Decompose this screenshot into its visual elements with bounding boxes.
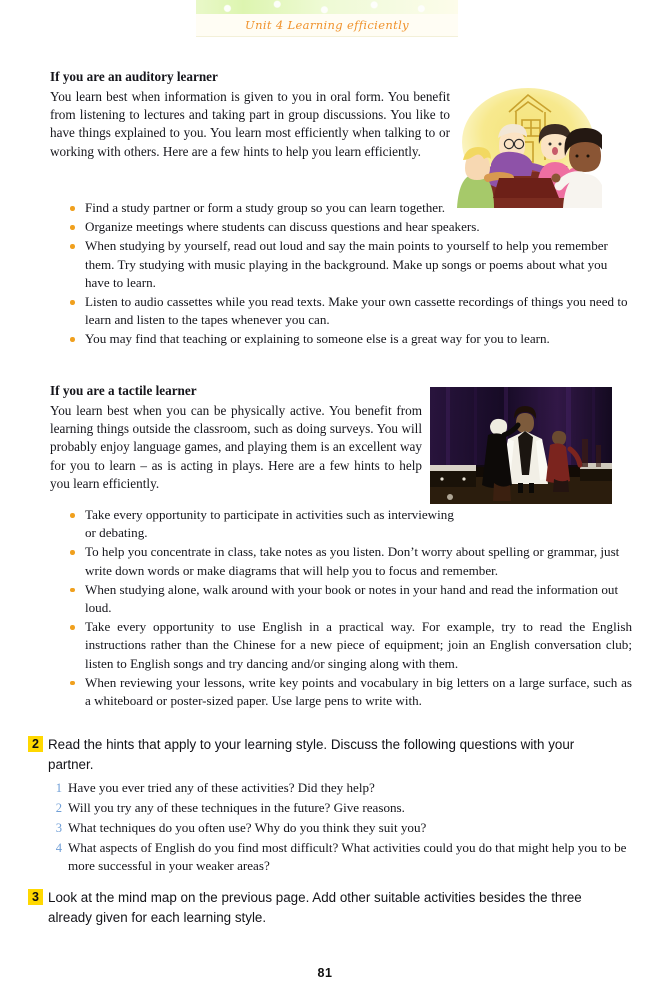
tactile-bullet-list (66, 506, 632, 711)
section-heading-auditory: If you are an auditory learner (50, 69, 218, 84)
question-number: 4 (55, 840, 62, 855)
exercise-2 (28, 735, 620, 774)
auditory-bullet-list (66, 199, 632, 350)
list-item (48, 839, 632, 876)
tactile-stage-photo (430, 379, 612, 504)
question-text: Will you try any of these techniques in the future? Give reasons. (68, 799, 405, 815)
section-heading-tactile: If you are a tactile learner (50, 383, 197, 398)
list-item: Organize meetings where students can discuss questions and hear speakers. (66, 218, 632, 236)
list-item: Take every opportunity to participate in activities such as interviewing or debating. (66, 506, 455, 542)
list-item: When reviewing your lessons, write key points and vocabulary in big letters on a large surface, such as a whiteboard or poster-sized paper. Use large pens to write with. (66, 674, 632, 710)
exercise-3-instruction: Look at the mind map on the previous page. Add other suitable activities besides the three already given for each learning style. (48, 890, 582, 925)
question-text: Have you ever tried any of these activities? Did they help? (68, 780, 375, 795)
question-number: 3 (55, 820, 62, 835)
running-header (196, 14, 458, 37)
exercise-3-number: 3 (28, 889, 43, 905)
exercise-2-question-list (48, 779, 632, 877)
list-item: Take every opportunity to use English in a practical way. For example, try to read the English instructions rather than the Chinese for a new piece of equipment; join an English conversation club; listen to English songs and try dancing and/or singing along with them. (66, 618, 632, 673)
running-header-title: Unit 4 Learning efficiently (245, 18, 409, 32)
header-decorative-band (196, 0, 458, 14)
section-intro-auditory: You learn best when information is given to you in oral form. You benefit from listening to lectures and taking part in group discussions. You like to have things explained to you. You learn most efficiently when talking to or working with others. Here are a few hints to help you learn efficiently. (50, 89, 450, 159)
list-item (48, 799, 632, 817)
exercise-2-instruction: Read the hints that apply to your learning style. Discuss the following questions with your partner. (48, 737, 575, 772)
question-text: What techniques do you often use? Why do you think they suit you? (68, 819, 427, 835)
page-number: 81 (317, 966, 333, 980)
list-item (48, 819, 632, 837)
list-item: Find a study partner or form a study group so you can learn together. (66, 199, 459, 217)
question-text: What aspects of English do you find most difficult? What activities could you do that might help you to be more successful in your weaker areas? (68, 839, 627, 874)
list-item: You may find that teaching or explaining to someone else is a great way for you to learn. (66, 330, 632, 348)
list-item (48, 779, 632, 797)
list-item: When studying by yourself, read out loud and say the main points to yourself to help you remember them. Try studying with music playing in the background. Make up songs or poems about what you have to learn. (66, 237, 632, 292)
list-item: To help you concentrate in class, take notes as you listen. Don’t worry about spelling or grammar, just write down words or make diagrams that will help you to focus and remember. (66, 543, 632, 579)
section-intro-tactile: You learn best when you can be physically active. You benefit from learning things outside the classroom, such as doing surveys. You will probably enjoy language games, and playing them is an excellent way for you to learn – as is acting in plays. Here are a few hints to help you learn efficiently. (50, 403, 422, 491)
question-number: 1 (55, 781, 62, 795)
exercise-2-number: 2 (28, 736, 43, 752)
exercise-3 (28, 888, 620, 927)
list-item: Listen to audio cassettes while you read texts. Make your own cassette recordings of things you need to learn and listen to the tapes whenever you can. (66, 293, 632, 329)
auditory-group-illustration (455, 86, 602, 208)
list-item: When studying alone, walk around with your book or notes in your hand and read the information out loud. (66, 581, 632, 617)
question-number: 2 (55, 800, 62, 815)
